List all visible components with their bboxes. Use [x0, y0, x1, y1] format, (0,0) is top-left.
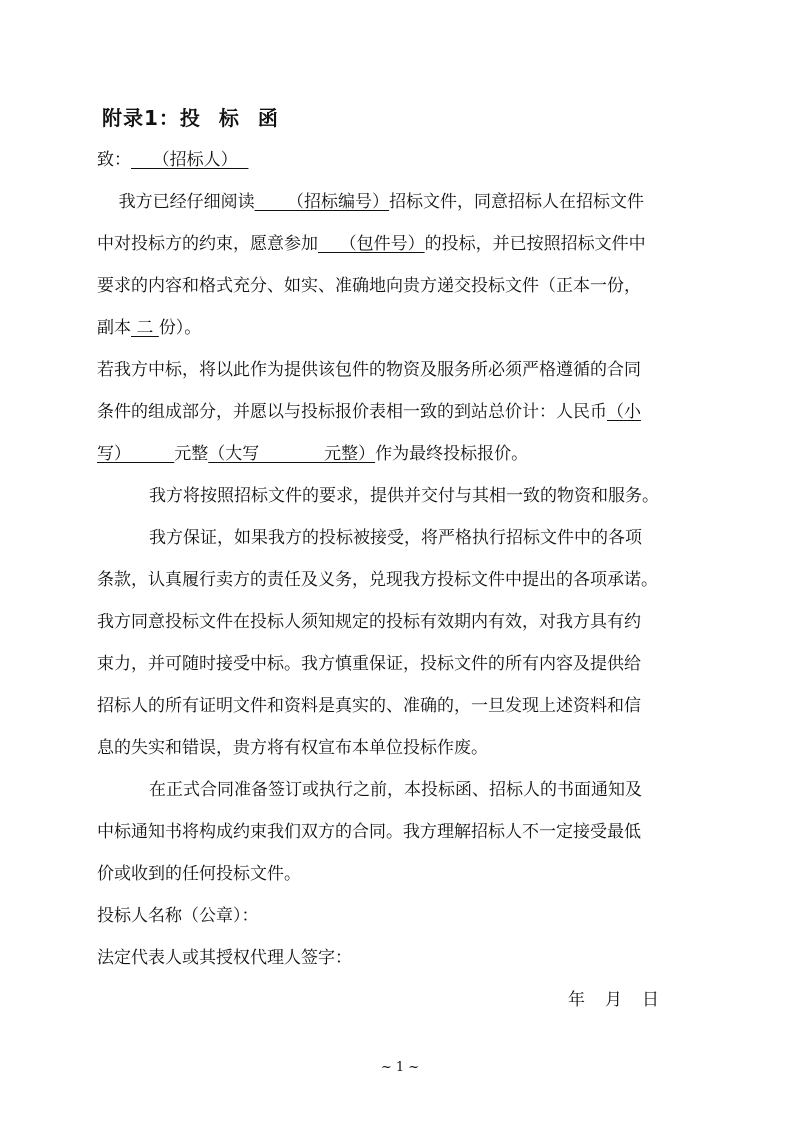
paragraph-1-line-1: 我方已经仔细阅读 （招标编号）招标文件，同意招标人在招标文件 — [118, 192, 645, 212]
copies-blank: 二 — [131, 318, 159, 338]
paragraph-2-line-3: 写） 元整（大写 元整）作为最终投标报价。 — [97, 444, 529, 464]
paragraph-5-line-1: 在正式合同准备签订或执行之前，本投标函、招标人的书面通知及 — [149, 780, 642, 800]
paragraph-4-line-6: 息的失实和错误，贵方将有权宣布本单位投标作废。 — [97, 738, 488, 758]
paragraph-4-line-4: 束力，并可随时接受中标。我方慎重保证，投标文件的所有内容及提供给 — [97, 654, 641, 674]
date-month: 月 — [605, 990, 622, 1010]
paragraph-4-line-3: 我方同意投标文件在投标人须知规定的投标有效期内有效，对我方具有约 — [97, 612, 641, 632]
paragraph-5-line-2: 中标通知书将构成约束我们双方的合同。我方理解招标人不一定接受最低 — [97, 822, 641, 842]
title-prefix: 附录1： — [102, 106, 180, 130]
date-line — [568, 985, 659, 1010]
addressee-label: 致： — [97, 150, 131, 170]
paragraph-2-line-1: 若我方中标，将以此作为提供该包件的物资及服务所必须严格遵循的合同 — [97, 360, 641, 380]
addressee-blank: （招标人） — [131, 150, 249, 170]
page-number: ~ 1 ~ — [380, 1060, 420, 1075]
tender-number-blank: （招标编号） — [254, 192, 390, 212]
price-lowercase-blank-start: （小 — [607, 402, 641, 422]
date-day: 日 — [642, 990, 659, 1010]
addressee-line — [97, 142, 248, 179]
paragraph-4-line-1: 我方保证，如果我方的投标被接受，将严格执行招标文件中的各项 — [149, 528, 642, 548]
title-char-1: 投 — [179, 106, 201, 130]
bidder-name-seal-line: 投标人名称（公章）： — [97, 906, 259, 926]
paragraph-1-line-4: 副本 二 份）。 — [97, 318, 202, 338]
package-number-blank: （包件号） — [318, 234, 425, 254]
paragraph-1-line-3: 要求的内容和格式充分、如实、准确地向贵方递交投标文件（正本一份， — [97, 276, 641, 296]
paragraph-4-line-2: 条款，认真履行卖方的责任及义务，兑现我方投标文件中提出的各项承诺。 — [97, 570, 658, 590]
paragraph-3: 我方将按照招标文件的要求，提供并交付与其相一致的物资和服务。 — [149, 486, 659, 506]
paragraph-5-line-3: 价或收到的任何投标文件。 — [97, 864, 301, 884]
paragraph-4-line-5: 招标人的所有证明文件和资料是真实的、准确的，一旦发现上述资料和信 — [97, 696, 641, 716]
page-title — [102, 102, 279, 131]
title-char-3: 函 — [257, 106, 279, 130]
representative-signature-line: 法定代表人或其授权代理人签字： — [97, 948, 352, 968]
title-char-2: 标 — [218, 106, 240, 130]
price-uppercase-blank: （大写 元整） — [208, 444, 376, 464]
paragraph-1-line-2: 中对投标方的约束，愿意参加 （包件号）的投标，并已按照招标文件中 — [97, 234, 646, 254]
price-lowercase-blank-end: 写） — [97, 444, 175, 464]
date-year: 年 — [568, 990, 585, 1010]
paragraph-2-line-2: 条件的组成部分，并愿以与投标报价表相一致的到站总价计：人民币（小 — [97, 402, 641, 422]
